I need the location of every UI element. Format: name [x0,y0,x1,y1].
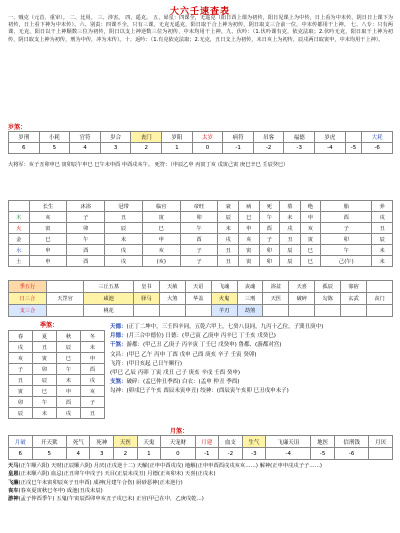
table-cell: 浴盆 [263,281,289,293]
table-row [9,331,105,342]
table-cell: 申 [239,223,260,234]
table-cell: 寡宿 [341,281,367,293]
note-label: 丧车 [8,487,19,494]
table-cell: -2 [253,143,284,154]
note-text: (孟子仲酉季午) 五鬼(午寅辰酉卯申亥丑子戌巳未) 正官(甲己在中，乙庚戌乾…) [18,496,204,503]
note-text: (正未顺六阴) 血忌(正丑卯午申戌子) 天目(正辰未戌丑) 月德(正亥卯未) 天喜(正戌未) [18,471,216,478]
rpanel-line [110,360,395,369]
table-cell: 酉 [67,245,105,256]
table-cell: 水 [9,245,30,256]
table-cell: 酉 [67,256,105,267]
table-row [9,305,393,317]
table-cell: 酉 [57,397,81,408]
table-header-cell: 沐浴 [67,201,105,212]
table-cell: 未 [372,256,393,267]
note-label: 飞廉 [8,479,19,486]
table-cell: 官符 [70,132,101,143]
table-cell: 金 [9,234,30,245]
table-cell: 秋 [57,331,81,342]
note-label: 皇恩 [8,471,19,478]
table-cell: 亥 [142,245,180,256]
table-row [9,201,393,212]
table-cell: 死神 [90,436,114,448]
table-cell: 岁阳 [162,132,193,143]
table-cell: -4 [315,143,346,154]
table-row [9,386,105,397]
table-cell: 戌 [105,256,143,267]
table-cell: 辰 [57,342,81,353]
rpanel-label: 干煞： [110,342,127,349]
table-row [9,143,393,154]
table-cell: -2 [219,448,243,460]
table-cell: 皇书 [133,281,159,293]
table-cell [289,305,315,317]
table-cell: 子 [180,256,218,267]
table-cell [46,305,84,317]
table-cell: 申 [57,386,81,397]
table-cell: 羊刃 [211,305,237,317]
table-header-cell: 长生 [29,201,67,212]
table-cell: 大煞 [159,293,185,305]
rpanel-text: 破碎：(孟巳仲丑季酉) 白衣：(孟申 仲丑 季酉) [126,379,240,386]
table-cell: 戌 [105,245,143,256]
table-cell [263,305,289,317]
table-cell: 吊客 [253,132,284,143]
table-cell [367,281,393,293]
note-line [8,487,393,495]
table-cell: 巳 [33,386,57,397]
table-row [9,234,393,245]
table-cell: 未 [33,408,57,419]
table-cell: 亥 [300,223,321,234]
table-cell [159,305,185,317]
rpanel-text: (正丁二坤中，三壬四辛同，五乾六甲上，七癸八艮同，九丙十乙位，子巽丑庚中) [126,324,324,330]
table-cell: 三刑 [237,293,263,305]
table-header-cell: 墓 [280,201,301,212]
bottom-notes [8,462,393,503]
intro-paragraph: 一、贼克（元首、重审）。 二、比用。 三、涉害。 四、遥克。 五、昴星：四课全，无遥克（阳日酉上课为初传，阳日见课上为中传，日上看为中末传，阴日日上课下为初传，日上看下神为中末传）。六、别责：四课不全，只有三课，无克无遥克，阳日取干合上神为初传，阴日取支三合前一位，中末传都用干上神。 七、八专：只有两课，无克，阳日以干上神顺数三位为初传，阴日以支上神逆数三位为初传，中末均用干上神。九、伏吟：（1.伏吟课有克，依克法取；2.伏吟无克，阳日取干上神为初传，阴日取支上神为初传，刑为中传，冲为末传）。十、返吟：（1.有克依克法取；2.无克，丑日支上为初传，未日亥上为初传，辰戌两日取寅申，中末均用干上神）。 [8,15,393,43]
table-cell [133,305,159,317]
table-cell: 勾陈 [315,293,341,305]
table-cell: 飞廉天诅 [266,436,311,448]
table-row [9,245,393,256]
table-cell: 酉 [180,234,218,245]
table-header-cell: 胎 [321,201,372,212]
rpanel-text: 飞符：(甲日亥起 己日午顺行) [110,360,183,367]
table-cell: 巳 [239,212,260,223]
table-cell: -1 [223,143,254,154]
table-cell: 季五行 [9,281,47,293]
table-cell: 天鬼 [137,436,161,448]
table-cell: 丑 [218,245,239,256]
table-cell: 三丘五墓 [84,281,134,293]
table-cell: 丑 [280,234,301,245]
table-cell: 支三合 [9,305,47,317]
rpanel-line [110,387,395,396]
table-cell: 寅 [239,256,260,267]
table-cell: 岁虎 [315,132,346,143]
table-cell: 死气 [66,436,90,448]
table-cell: 2 [131,143,162,154]
table-cell: 辰 [372,234,393,245]
table-cell: 0 [161,448,195,460]
table-cell: 丑 [33,342,57,353]
table-cell: 2 [114,448,138,460]
note-line [8,462,393,470]
table-cell: 小耗 [39,132,70,143]
table-cell: 丧门 [131,132,162,143]
table-cell: 巳 [300,256,321,267]
table-cell: 大耗 [362,132,393,143]
table-header-cell: 临官 [142,201,180,212]
table-cell: 血支 [219,436,243,448]
rpanel-text: 游都：(甲己丑 乙庚子 丙辛寅 丁壬巳 戊癸申) 鲁都、(游都对宫) [126,342,282,349]
table-cell: 亥 [239,234,260,245]
table-cell: 酉 [321,212,372,223]
table-header-cell: 养 [372,201,393,212]
table-cell: 申 [29,245,67,256]
table-cell: 辰 [33,375,57,386]
table-cell: 申 [300,212,321,223]
table-cell [367,305,393,317]
table-cell: 子 [321,223,372,234]
table-cell: 丑 [105,212,143,223]
table-cell: 月厌 [369,436,393,448]
table-row [9,436,393,448]
table-cell: 辰 [280,245,301,256]
table-cell: -6 [334,448,368,460]
table-cell: 4 [66,448,90,460]
table-cell: 亥 [81,386,105,397]
table-cell: 卯 [321,234,372,245]
table-cell: 5 [39,143,70,154]
table-header-cell: 病 [239,201,260,212]
table-cell: -3 [242,448,266,460]
table-cell: 寅 [9,386,33,397]
rpanel-text: (月三合中德位) 日德：(甲己寅 乙庚申 丙辛巳 丁壬亥 戊癸巳) [126,333,276,340]
table-cell: 日三合 [9,293,47,305]
rpanel-line [110,378,395,387]
da-jiang-jun-line: 大将军：亥子丑卯申巳 寅卯辰午申巳 巳午未申酉 申酉戌亥午。 死符：（申辰乙申 丙寅丁亥 戊寅己寅 庚巳辛巳 壬辰癸巳） [8,162,289,168]
table-row [9,223,393,234]
table-cell: -5 [311,448,335,460]
table-cell: 岁刑 [9,132,40,143]
table-cell: 破碎 [289,293,315,305]
table-cell: 丑 [81,408,105,419]
table-cell: 子 [67,212,105,223]
table-cell: 0 [192,143,223,154]
table-cell: 天诏 [185,281,211,293]
table-cell: -3 [284,143,315,154]
table-header-cell: 衰 [218,201,239,212]
table-cell: -6 [362,143,393,154]
table-cell: 寅 [33,353,57,364]
table-header-cell: 帝旺 [180,201,218,212]
table-cell: 天医 [263,293,289,305]
table-row [9,408,105,419]
table-row [9,397,105,408]
rpanel-label: 月德： [110,333,127,340]
rpanel-line [110,351,395,360]
table-cell: 咸池 [84,293,134,305]
table-cell: 巳 [29,234,67,245]
yue-sha-label: 月煞： [170,428,189,435]
note-label: 天马 [8,463,19,469]
rpanel-label: 支煞： [110,379,127,386]
table-cell: 土 [9,256,30,267]
table-cell [315,305,341,317]
sui-sha-table [8,131,393,154]
table-cell: 未 [57,375,81,386]
table-cell: 亥 [29,212,67,223]
ji-sha-table [8,330,105,419]
table-cell: 辰 [280,256,301,267]
note-text: (正午顺六阳) 天财(正辰顺六阴) 月厌(正戌逆十二) 天解(正申中酉戌戌) 地解(正申申酉酉戌戌亥亥……) 解神(正申申戌戌子子……) [18,463,322,469]
table-cell: 戌 [9,342,33,353]
table-cell: 4 [70,143,101,154]
rpanel-text: 文昌：(甲巳 乙午 丙申 丁酉 戊申 己酉 庚亥 辛子 壬寅 癸卯) [110,351,257,358]
rpanel-line [110,323,395,332]
table-cell: 丑 [9,375,33,386]
table-cell: 戌 [57,408,81,419]
table-cell: 玄武 [341,293,367,305]
table-cell: 驿马 [133,293,159,305]
table-cell: 木 [9,212,30,223]
table-cell: 福德 [284,132,315,143]
table-cell: 月建 [195,436,219,448]
table-cell: 子 [180,245,218,256]
table-cell: 未 [105,234,143,245]
note-text: (正戌巳午未寅卯辰亥子丑申酉) 成神(月建午合伤) 厨砂恶神(正未逆行) [18,479,183,486]
rpanel-line [110,369,395,378]
table-cell: 劫煞 [237,305,263,317]
table-cell: 3 [90,448,114,460]
note-line [8,479,393,487]
table-cell: 华盖 [185,293,211,305]
table-cell: 丧魂 [237,281,263,293]
table-row [9,364,105,375]
table-cell: 天宠财 [161,436,195,448]
table-cell: 未 [280,212,301,223]
table-cell: (亥) [142,256,180,267]
table-cell: 子 [81,397,105,408]
table-cell: 卯 [67,223,105,234]
table-cell: 天喜 [289,281,315,293]
table-cell: 未 [81,342,105,353]
table-cell: 卯 [259,245,280,256]
table-cell: 酉 [259,223,280,234]
table-cell: 辰 [9,408,33,419]
table-cell: 太岁 [192,132,223,143]
table-cell: 戌 [218,234,239,245]
table-cell [369,448,393,460]
table-cell: 巳 [142,223,180,234]
table-cell: 酉 [81,364,105,375]
table-cell: 卯 [259,256,280,267]
table-cell: 戌 [372,212,393,223]
table-cell: 卯 [180,212,218,223]
table-cell [345,132,362,143]
page-title: 大六壬速查表 [169,7,230,17]
table-cell: 戌 [81,375,105,386]
table-cell: 未 [218,223,239,234]
table-cell: 卯 [33,364,57,375]
table-cell: 寅 [29,223,67,234]
table-cell: 孤辰 [315,281,341,293]
table-cell: -5 [345,143,362,154]
table-cell: 寅 [300,234,321,245]
table-cell [185,305,211,317]
table-row [9,281,393,293]
table-header-cell [9,201,30,212]
table-cell: 冬 [81,331,105,342]
table-cell: 6 [9,143,40,154]
ji-sha-label: 季煞： [40,322,59,329]
note-label: 游神 [8,496,19,503]
table-cell: 6 [9,448,33,460]
table-row [9,342,105,353]
table-cell: 1 [137,448,161,460]
rpanel-line [110,332,395,341]
gan-zhi-sha-panel [110,323,395,397]
table-cell: 桃花 [84,305,134,317]
table-cell: 火 [9,223,30,234]
table-cell: 地医 [311,436,335,448]
table-cell: 子 [259,234,280,245]
table-cell: -1 [195,448,219,460]
table-cell: 巳 [300,245,321,256]
table-cell: 巳 [57,353,81,364]
rpanel-line [110,341,395,350]
table-cell: 岁合 [100,132,131,143]
rpanel-text: 勾神：(卯戌巳子午亥 酉辰未寅申丑) 绞神：(酉辰寅午亥卯 巳丑戌申未子) [110,388,289,395]
table-cell: 生气 [242,436,266,448]
table-cell: 申 [142,234,180,245]
table-cell: -4 [266,448,311,460]
table-cell: 亥 [9,353,33,364]
table-cell: 火鬼 [211,293,237,305]
table-cell: 午 [180,223,218,234]
table-header-cell: 绝 [300,201,321,212]
table-cell: 病符 [223,132,254,143]
table-cell: 1 [162,143,193,154]
shen-sha-table [8,280,393,317]
table-cell: 5 [32,448,66,460]
table-cell: 寅 [239,245,260,256]
table-header-cell: 死 [259,201,280,212]
table-cell [341,305,367,317]
table-cell: 丑 [218,256,239,267]
table-cell: 午 [259,212,280,223]
table-row [9,293,393,305]
table-row [9,375,105,386]
table-cell: 午 [321,245,372,256]
rpanel-label: 天德： [110,324,127,330]
table-cell: 开天狱 [32,436,66,448]
rpanel-text: (甲巳 乙辰 丙卯 丁寅 戊丑 己子 庚亥 辛戌 壬酉 癸申) [110,370,241,377]
table-cell: 丧门 [367,293,393,305]
table-cell [46,281,84,293]
table-cell: 天医 [114,436,138,448]
table-row [9,212,393,223]
chang-sheng-table [8,200,393,267]
shayi-label: 岁煞： [8,124,27,131]
table-cell: 午 [57,364,81,375]
table-header-cell: 冠带 [105,201,143,212]
table-cell: 天罡官 [46,293,84,305]
table-cell: 午 [33,397,57,408]
table-cell: 信刑钱 [334,436,368,448]
table-cell: 辰 [218,212,239,223]
table-row [9,448,393,460]
table-cell: 夏 [33,331,57,342]
table-cell: 天赦 [159,281,185,293]
table-cell: 申 [81,353,105,364]
table-cell: 飞魂 [211,281,237,293]
table-row [9,353,105,364]
table-cell: 己(午) [321,256,372,267]
table-cell: 卯 [9,397,33,408]
table-cell: 丑 [372,223,393,234]
table-cell: 申 [29,256,67,267]
table-cell: 戌 [280,223,301,234]
table-row [9,256,393,267]
table-cell: 子 [9,364,33,375]
table-cell: 午 [67,234,105,245]
note-line [8,470,393,478]
table-cell: 辰 [105,223,143,234]
table-cell: 未 [372,245,393,256]
table-row [9,132,393,143]
table-cell: 月破 [9,436,33,448]
note-line [8,495,393,503]
table-cell: 春 [9,331,33,342]
note-text: (春亥夏寅秋巳冬申) 成池(丑戌未辰) [18,487,103,494]
table-cell: 3 [100,143,131,154]
yue-sha-table [8,435,393,460]
table-cell: 寅 [142,212,180,223]
